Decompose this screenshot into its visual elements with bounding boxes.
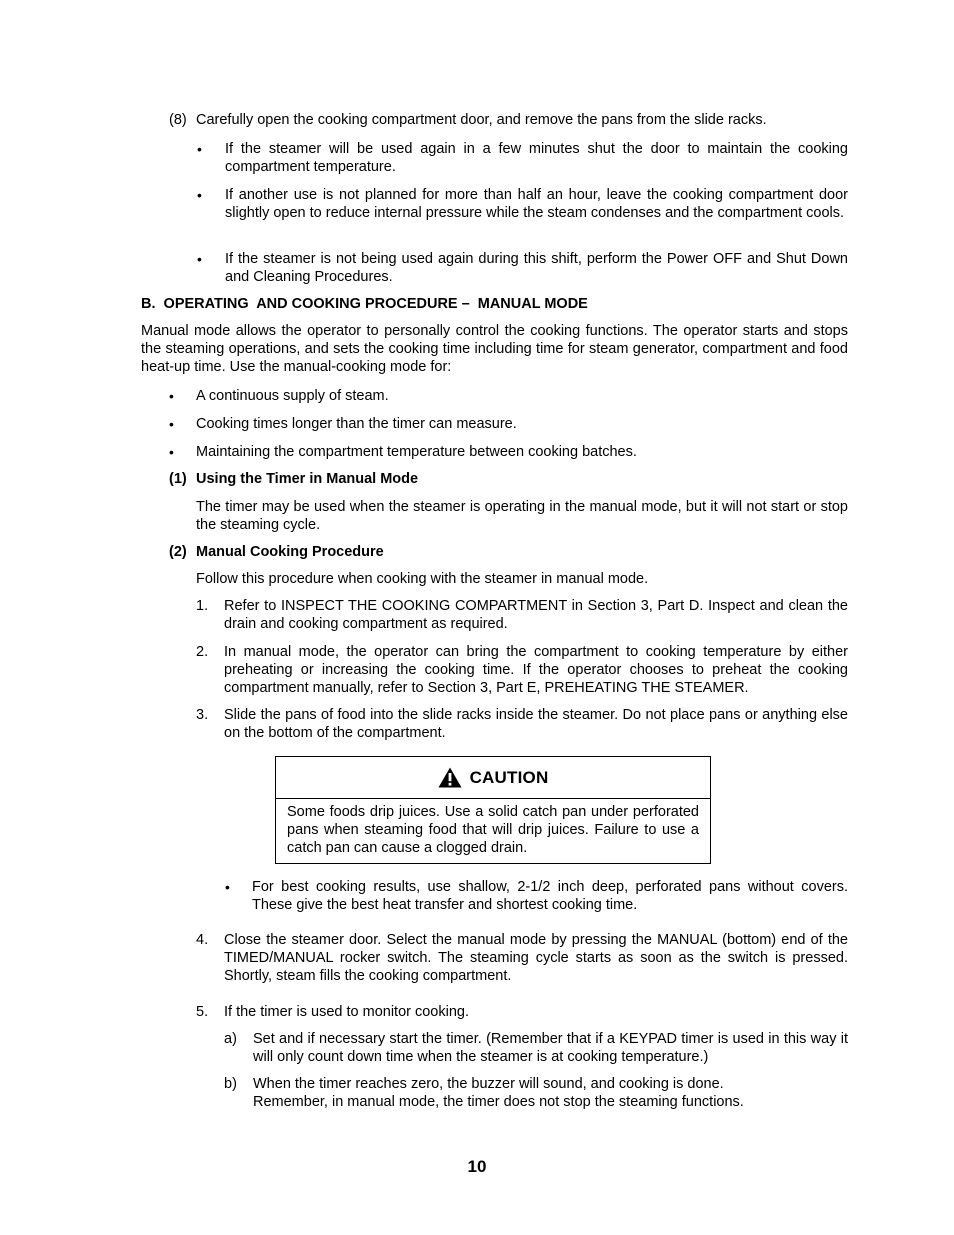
use-item-2: Cooking times longer than the timer can measure.	[196, 416, 517, 432]
caution-header	[276, 757, 710, 799]
substep-a-text: Set and if necessary start the timer. (Remember that if a KEYPAD timer is used in this way it will only count down time when the steamer is at cooking temperature.)	[253, 1031, 848, 1065]
step-5-text: If the timer is used to monitor cooking.	[224, 1004, 469, 1020]
section-b-intro: Manual mode allows the operator to personally control the cooking functions. The operator starts and stops the steaming operations, and sets the cooking time including time for steam generator, compartment and food heat-up time. Use the manual-cooking mode for:	[141, 323, 848, 375]
substep-a-label: a)	[224, 1031, 237, 1047]
substep-b-line-1: When the timer reaches zero, the buzzer will sound, and cooking is done.	[253, 1076, 724, 1092]
sub-2-intro: Follow this procedure when cooking with the steamer in manual mode.	[196, 571, 649, 587]
step-8-text: Carefully open the cooking compartment door, and remove the pans from the slide racks.	[196, 112, 767, 128]
substep-b-line-2: Remember, in manual mode, the timer does not stop the steaming functions.	[253, 1094, 744, 1110]
step-1-text: Refer to INSPECT THE COOKING COMPARTMENT in Section 3, Part D. Inspect and clean the drain and cooking compartment as required.	[224, 598, 848, 632]
step-8-bullet-3: If the steamer is not being used again during this shift, perform the Power OFF and Shut Down and Cleaning Procedures.	[225, 251, 848, 285]
bullet-icon: •	[169, 416, 174, 432]
bullet-icon: •	[169, 388, 174, 404]
use-item-1: A continuous supply of steam.	[196, 388, 389, 404]
step-5-number: 5.	[196, 1004, 209, 1020]
sub-2-title: Manual Cooking Procedure	[196, 544, 384, 560]
bullet-icon: •	[169, 444, 174, 460]
step-2-number: 2.	[196, 644, 209, 660]
step-1-number: 1.	[196, 598, 209, 614]
use-item-3: Maintaining the compartment temperature between cooking batches.	[196, 444, 637, 460]
caution-box	[275, 756, 711, 864]
sub-2-number: (2)	[169, 544, 187, 560]
bullet-icon: •	[197, 141, 202, 157]
section-b-heading: B. OPERATING AND COOKING PROCEDURE – MANUAL MODE	[141, 296, 588, 312]
sub-1-number: (1)	[169, 471, 187, 487]
step-3-text: Slide the pans of food into the slide racks inside the steamer. Do not place pans or anything else on the bottom of the compartment.	[224, 707, 848, 741]
step-4-text: Close the steamer door. Select the manual mode by pressing the MANUAL (bottom) end of the TIMED/MANUAL rocker switch. The steaming cycle starts as soon as the switch is pressed. Shortly, steam fills the cooking compartment.	[224, 932, 848, 984]
page-number: 10	[467, 1157, 487, 1176]
step-8-number: (8)	[169, 112, 187, 128]
pan-tip-text: For best cooking results, use shallow, 2-1/2 inch deep, perforated pans without covers. These give the best heat transfer and shortest cooking time.	[252, 879, 848, 913]
sub-1-title: Using the Timer in Manual Mode	[196, 471, 419, 487]
bullet-icon: •	[225, 879, 230, 895]
step-3-number: 3.	[196, 707, 209, 723]
step-4-number: 4.	[196, 932, 209, 948]
substep-b-label: b)	[224, 1076, 237, 1092]
warning-triangle-icon	[438, 767, 462, 788]
step-2-text: In manual mode, the operator can bring the compartment to cooking temperature by either preheating or increasing the cooking time. If the operator chooses to preheat the cooking compartment manually, refer to Section 3, Part E, PREHEATING THE STEAMER.	[224, 644, 848, 696]
bullet-icon: •	[197, 187, 202, 203]
bullet-icon: •	[197, 251, 202, 267]
step-8-bullet-1: If the steamer will be used again in a few minutes shut the door to maintain the cooking compartment temperature.	[225, 141, 848, 175]
step-8-bullet-2: If another use is not planned for more than half an hour, leave the cooking compartment door slightly open to reduce internal pressure while the steam condenses and the compartment cools.	[225, 187, 848, 221]
caution-text: Some foods drip juices. Use a solid catch pan under perforated pans when steaming food that will drip juices. Failure to use a catch pan can cause a clogged drain.	[287, 804, 699, 856]
caution-title: CAUTION	[469, 767, 549, 787]
sub-1-text: The timer may be used when the steamer is operating in the manual mode, but it will not start or stop the steaming cycle.	[196, 499, 848, 533]
